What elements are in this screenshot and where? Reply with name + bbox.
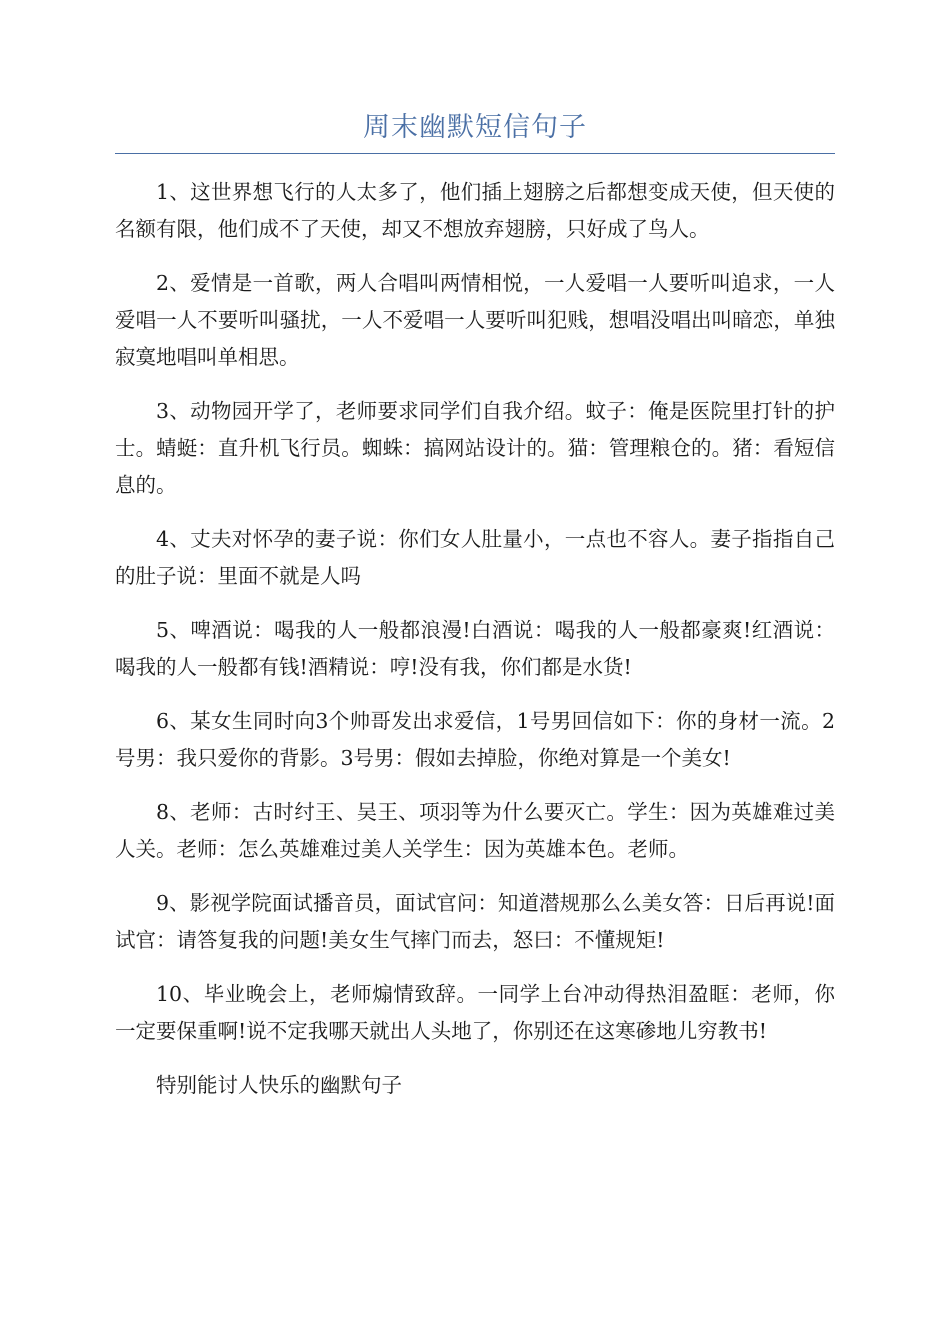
- paragraph-1: 1、这世界想飞行的人太多了，他们插上翅膀之后都想变成天使，但天使的名额有限，他们成不了天使，却又不想放弃翅膀，只好成了鸟人。: [115, 180, 835, 241]
- paragraph-10: 10、毕业晚会上，老师煽情致辞。一同学上台冲动得热泪盈眶：老师，你一定要保重啊!说不定我哪天就出人头地了，你别还在这寒碜地儿穷教书!: [115, 982, 835, 1043]
- paragraph-6: 6、某女生同时向3个帅哥发出求爱信，1号男回信如下：你的身材一流。2号男：我只爱你的背影。3号男：假如去掉脸，你绝对算是一个美女!: [115, 709, 835, 770]
- paragraph-5: 5、啤酒说：喝我的人一般都浪漫!白酒说：喝我的人一般都豪爽!红酒说：喝我的人一般都有钱!酒精说：哼!没有我，你们都是水货!: [115, 618, 835, 679]
- paragraph-2: 2、爱情是一首歌，两人合唱叫两情相悦，一人爱唱一人要听叫追求，一人爱唱一人不要听叫骚扰，一人不爱唱一人要听叫犯贱，想唱没唱出叫暗恋，单独寂寞地唱叫单相思。: [115, 271, 835, 369]
- document-body: [115, 174, 835, 1121]
- paragraph-8: 8、老师：古时纣王、吴王、项羽等为什么要灭亡。学生：因为英雄难过美人关。老师：怎么英雄难过美人关学生：因为英雄本色。老师。: [115, 800, 835, 861]
- paragraph-9: 9、影视学院面试播音员，面试官问：知道潜规那么么美女答：日后再说!面试官：请答复我的问题!美女生气摔门而去，怒曰：不懂规矩!: [115, 891, 835, 952]
- paragraph-3: 3、动物园开学了，老师要求同学们自我介绍。蚊子：俺是医院里打针的护士。蜻蜓：直升机飞行员。蜘蛛：搞网站设计的。猫：管理粮仓的。猪：看短信息的。: [115, 399, 835, 497]
- paragraph-4: 4、丈夫对怀孕的妻子说：你们女人肚量小，一点也不容人。妻子指指自己的肚子说：里面不就是人吗: [115, 527, 835, 588]
- document-title: 周末幽默短信句子: [363, 112, 587, 143]
- section-heading: 特别能讨人快乐的幽默句子: [156, 1073, 402, 1097]
- title-underline: [115, 153, 835, 154]
